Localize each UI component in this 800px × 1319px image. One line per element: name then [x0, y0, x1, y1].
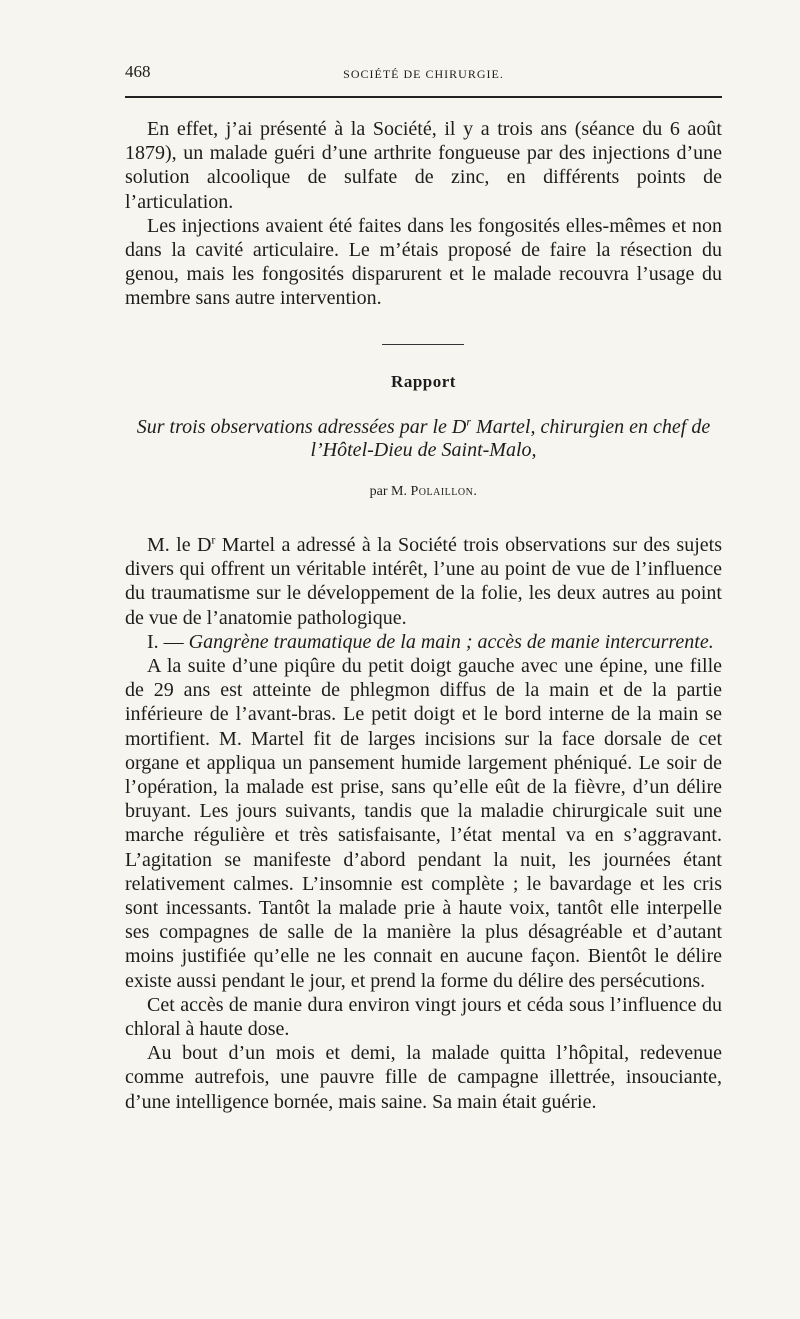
observation-title: Gangrène traumatique de la main ; accès de manie intercurrente.	[188, 630, 714, 653]
running-head: SOCIÉTÉ DE CHIRURGIE.	[343, 67, 504, 81]
subtitle-sup: r	[466, 414, 472, 429]
author-prefix: par M.	[369, 484, 411, 499]
intro-text	[125, 117, 722, 311]
report-body	[125, 533, 722, 1114]
intro-paragraph-1: En effet, j’ai présenté à la Société, il y a trois ans (séance du 6 août 1879), un malade guéri d’une arthrite fongueuse par des injections d’une solution alcoolique de sulfate de zinc, en différents points de l’articulation.	[125, 118, 722, 213]
page-header	[125, 62, 722, 98]
body-paragraph-5: Au bout d’un mois et demi, la malade quitta l’hôpital, redevenue comme autrefois, une pauvre fille de campagne illettrée, insouciante, d’une intelligence bornée, mais saine. Sa main était guérie.	[125, 1042, 722, 1113]
section-divider	[382, 344, 464, 345]
rapport-title: Rapport	[391, 372, 456, 391]
body-paragraph-4: Cet accès de manie dura environ vingt jours et céda sous l’influence du chloral à haute dose.	[125, 993, 722, 1041]
body-paragraph-1	[125, 533, 722, 630]
author-name: Polaillon.	[410, 484, 478, 499]
intro-paragraph-2: Les injections avaient été faites dans les fongosités elles-mêmes et non dans la cavité articulaire. Le m’étais proposé de faire la résection du genou, mais les fongosités disparurent et le malade recouvra l’usage du membre sans autre intervention.	[125, 214, 722, 310]
subtitle-part-1: Sur trois observations adressées par le D	[136, 416, 467, 438]
subtitle-part-2: Martel, chirurgien en chef de l’Hôtel-Dieu de Saint-Malo,	[310, 416, 711, 461]
observation-number: I. —	[147, 630, 189, 653]
p1-sup: r	[211, 532, 216, 547]
body-paragraph-3: A la suite d’une piqûre du petit doigt gauche avec une épine, une fille de 29 ans est atteinte de phlegmon diffus de la main et de la partie inférieure de l’avant-bras. Le petit doigt et le bord interne de la main se mortifient. M. Martel fit de larges incisions sur la face dorsale de cet organe et appliqua un pansement humide largement phéniqué. Le soir de l’opération, la malade est prise, sans qu’elle eût de la fièvre, d’un délire bruyant. Les jours suivants, tandis que la maladie chirurgicale suit une marche régulière et très satisfaisante, l’état mental va en s’aggravant. L’agitation se manifeste d’abord pendant la nuit, les journées étant relativement calmes. L’insomnie est complète ; le bavardage et les cris sont incessants. Tantôt la malade prie à haute voix, tantôt elle interpelle ses compagnes de salle de la manière la plus désagréable et d’autant moins justifiée qu’elle ne les connait en aucune façon. Bientôt le délire existe aussi pendant le jour, et prend la forme du délire des persécutions.	[125, 655, 722, 992]
page-number: 468	[125, 62, 151, 81]
author-line	[125, 484, 722, 500]
observation-heading	[125, 630, 722, 654]
rapport-subtitle	[125, 416, 722, 462]
header-rule	[125, 96, 722, 98]
p1-start: M. le D	[147, 534, 212, 556]
p1-rest: Martel a adressé à la Société trois observations sur des sujets divers qui offrent un véritable intérêt, l’une au point de vue de l’influence du traumatisme sur le développement de la folie, les deux autres au point de vue de l’anatomie pathologique.	[125, 534, 722, 629]
